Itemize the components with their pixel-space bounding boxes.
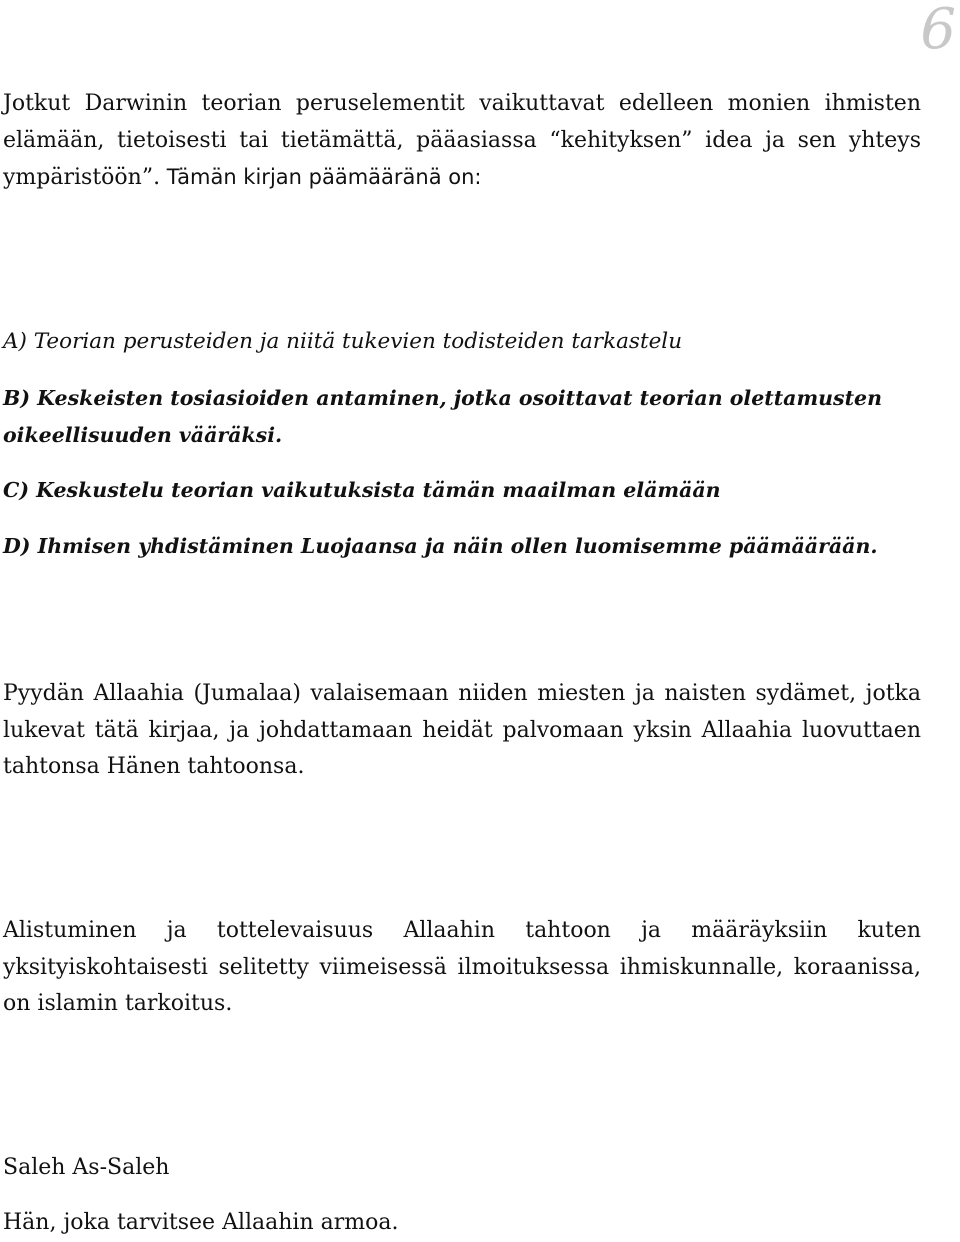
intro-sentence: Tämän kirjan päämääränä on: [160, 165, 482, 189]
intro-line-1: Jotkut Darwinin teorian peruselementit vaikuttavat edelleen monien ihmisten elämään, tietoisesti tai tietämättä, pääasiassa “kehityksen” idea ja sen yhteys [3, 91, 921, 153]
signature-title: Hän, joka tarvitsee Allaahin armoa. [3, 1210, 399, 1235]
signature-name: Saleh As-Saleh [3, 1155, 170, 1180]
page-number: 6 [920, 0, 956, 62]
goal-d: D) Ihmisen yhdistäminen Luojaansa ja näin ollen luomisemme päämäärään. [3, 534, 878, 558]
goal-b: B) Keskeisten tosiasioiden antaminen, jotka osoittavat teorian olettamusten oikeellisuuden vääräksi. [3, 386, 883, 447]
intro-quote-end: ympäristöön”. [3, 165, 161, 190]
purpose-paragraph: Alistuminen ja tottelevaisuus Allaahin tahtoon ja määräyksiin kuten yksityiskohtaisesti selitetty viimeisessä ilmoituksessa ihmiskunnalle, koraanissa, on islamin tarkoitus. [3, 918, 921, 1016]
prayer-paragraph: Pyydän Allaahia (Jumalaa) valaisemaan niiden miesten ja naisten sydämet, jotka lukevat tätä kirjaa, ja johdattamaan heidät palvomaan yksin Allaahia luovuttaen tahtonsa Hänen tahtoonsa. [3, 681, 921, 779]
goal-c: C) Keskustelu teorian vaikutuksista tämän maailman elämään [3, 478, 721, 502]
intro-paragraph [3, 86, 921, 197]
goal-a: A) Teorian perusteiden ja niitä tukevien todisteiden tarkastelu [3, 329, 683, 354]
